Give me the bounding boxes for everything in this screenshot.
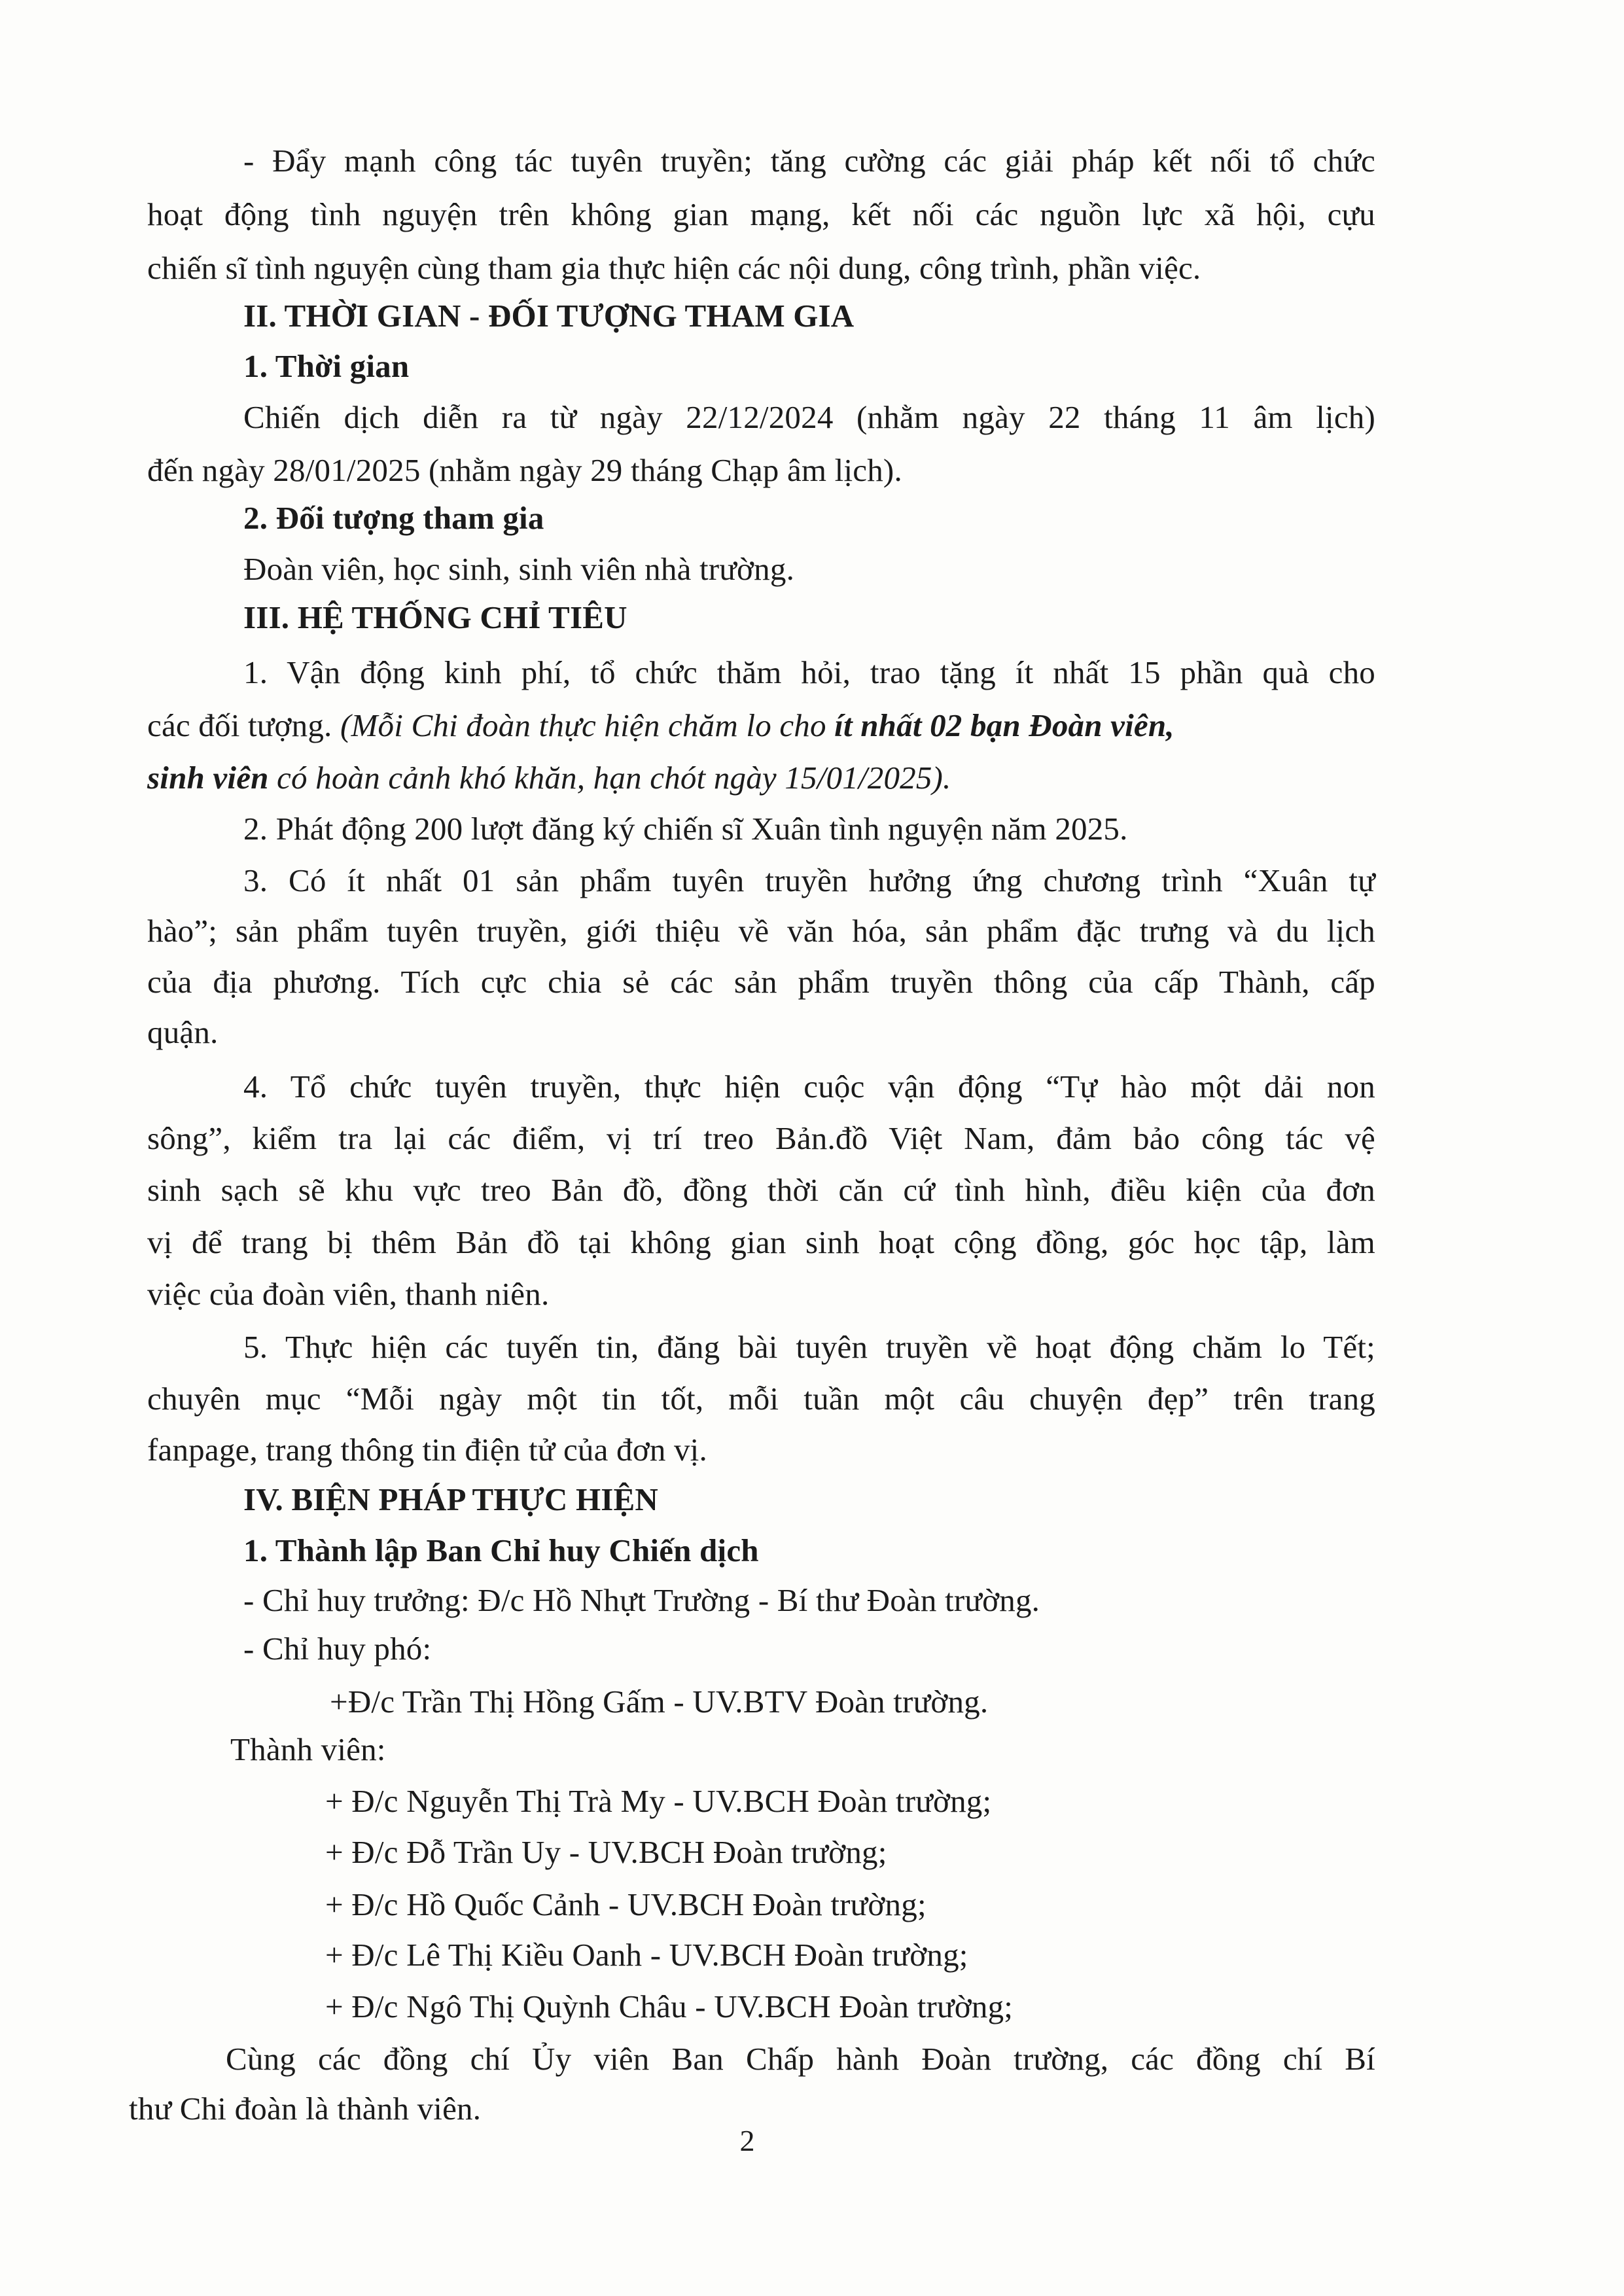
- intro-line-2: hoạt động tình nguyện trên không gian mạng, kết nối các nguồn lực xã hội, cựu: [147, 196, 1375, 232]
- item3-line-2: hào”; sản phẩm tuyên truyền, giới thiệu về văn hóa, sản phẩm đặc trưng và du lịch: [147, 913, 1375, 949]
- item3-line-3: của địa phương. Tích cực chia sẻ các sản phẩm truyền thông của cấp Thành, cấp: [147, 964, 1375, 1000]
- closing-line-1: Cùng các đồng chí Ủy viên Ban Chấp hành Đoàn trường, các đồng chí Bí: [226, 2041, 1375, 2077]
- intro-line-1: - Đẩy mạnh công tác tuyên truyền; tăng cường các giải pháp kết nối tổ chức: [243, 143, 1375, 179]
- item4-line-5: việc của đoàn viên, thanh niên.: [147, 1276, 550, 1312]
- item1-line-2: [147, 706, 1375, 745]
- item1-line-3-italic: có hoàn cảnh khó khăn, hạn chót ngày 15/01/2025).: [268, 760, 951, 796]
- item2: 2. Phát động 200 lượt đăng ký chiến sĩ Xuân tình nguyện năm 2025.: [243, 811, 1128, 847]
- member-item: + Đ/c Đỗ Trần Uy - UV.BCH Đoàn trường;: [325, 1834, 887, 1870]
- item4-line-1: 4. Tổ chức tuyên truyền, thực hiện cuộc vận động “Tự hào một dải non: [243, 1069, 1375, 1104]
- item4-line-2: sông”, kiểm tra lại các điểm, vị trí treo Bản.đồ Việt Nam, đảm bảo công tác vệ: [147, 1120, 1375, 1156]
- commander-line: - Chỉ huy trưởng: Đ/c Hồ Nhựt Trường - Bí thư Đoàn trường.: [243, 1582, 1040, 1618]
- page-number: 2: [739, 2124, 755, 2157]
- subheading-time: 1. Thời gian: [243, 348, 410, 384]
- section-heading-2: II. THỜI GIAN - ĐỐI TƯỢNG THAM GIA: [243, 298, 855, 334]
- item1-line-2-bold-italic: ít nhất 02 bạn Đoàn viên,: [834, 707, 1174, 743]
- subheading-target: 2. Đối tượng tham gia: [243, 500, 544, 536]
- item4-line-3: sinh sạch sẽ khu vực treo Bản đồ, đồng thời căn cứ tình hình, điều kiện của đơn: [147, 1172, 1375, 1208]
- section-heading-3: III. HỆ THỐNG CHỈ TIÊU: [243, 599, 627, 635]
- time-line-1: Chiến dịch diễn ra từ ngày 22/12/2024 (nhằm ngày 22 tháng 11 âm lịch): [243, 399, 1375, 435]
- member-item: + Đ/c Ngô Thị Quỳnh Châu - UV.BCH Đoàn trường;: [325, 1988, 1014, 2024]
- target-text: Đoàn viên, học sinh, sinh viên nhà trường.: [243, 551, 795, 587]
- deputy-label: - Chỉ huy phó:: [243, 1631, 432, 1667]
- item1-line-1: 1. Vận động kinh phí, tổ chức thăm hỏi, trao tặng ít nhất 15 phần quà cho: [243, 654, 1375, 690]
- item5-line-2: chuyên mục “Mỗi ngày một tin tốt, mỗi tuần một câu chuyện đẹp” trên trang: [147, 1381, 1375, 1417]
- member-item: + Đ/c Hồ Quốc Cảnh - UV.BCH Đoàn trường;: [325, 1886, 927, 1922]
- subheading-command: 1. Thành lập Ban Chỉ huy Chiến dịch: [243, 1532, 759, 1568]
- time-line-2: đến ngày 28/01/2025 (nhằm ngày 29 tháng Chạp âm lịch).: [147, 452, 902, 488]
- member-item: + Đ/c Nguyễn Thị Trà My - UV.BCH Đoàn trường;: [325, 1783, 992, 1819]
- section-heading-4: IV. BIỆN PHÁP THỰC HIỆN: [243, 1481, 659, 1517]
- item1-line-2-italic: (Mỗi Chi đoàn thực hiện chăm lo cho: [340, 707, 835, 743]
- item5-line-3: fanpage, trang thông tin điện tử của đơn vị.: [147, 1432, 707, 1468]
- deputy-line: +Đ/c Trần Thị Hồng Gấm - UV.BTV Đoàn trường.: [330, 1684, 989, 1720]
- intro-line-3: chiến sĩ tình nguyện cùng tham gia thực hiện các nội dung, công trình, phần việc.: [147, 250, 1201, 286]
- item3-line-4: quận.: [147, 1014, 219, 1050]
- item1-line-3-bold-italic: sinh viên: [147, 760, 269, 796]
- member-item: + Đ/c Lê Thị Kiều Oanh - UV.BCH Đoàn trường;: [325, 1937, 968, 1973]
- members-label: Thành viên:: [230, 1731, 386, 1767]
- item1-line-3: [147, 758, 951, 798]
- item4-line-4: vị để trang bị thêm Bản đồ tại không gian sinh hoạt cộng đồng, góc học tập, làm: [147, 1224, 1375, 1260]
- item5-line-1: 5. Thực hiện các tuyến tin, đăng bài tuyên truyền về hoạt động chăm lo Tết;: [243, 1329, 1375, 1365]
- item1-line-2-plain: các đối tượng.: [147, 707, 340, 743]
- item3-line-1: 3. Có ít nhất 01 sản phẩm tuyên truyền hưởng ứng chương trình “Xuân tự: [243, 862, 1375, 898]
- closing-line-2: thư Chi đoàn là thành viên.: [129, 2091, 482, 2127]
